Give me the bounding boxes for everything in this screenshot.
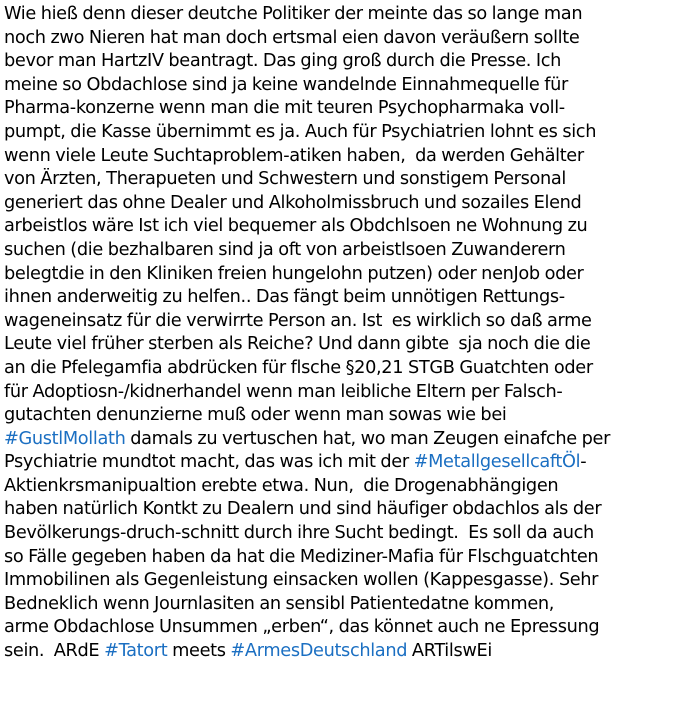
text-line — [4, 639, 692, 663]
text-line — [4, 238, 692, 262]
text-line — [4, 545, 692, 569]
text-line — [4, 120, 692, 144]
text-segment: so Fälle gegeben haben da hat die Mediziner-Mafia für Flschguatchten — [4, 545, 599, 567]
hashtag-link[interactable]: #Tatort — [104, 640, 168, 662]
text-segment: Pharma-konzerne wenn man die mit teuren Psychopharmaka voll- — [4, 97, 565, 119]
text-segment: Psychiatrie mundtot macht, das was ich mit der — [4, 451, 414, 473]
text-segment: - — [580, 451, 587, 473]
text-segment: Wie hieß denn dieser deutche Politiker der meinte das so lange man — [4, 3, 583, 24]
text-segment: wageneinsatz für die verwirrte Person an. Ist es wirklich so daß arme — [4, 309, 592, 331]
text-line — [4, 2, 692, 26]
text-line — [4, 615, 692, 639]
document-body — [4, 2, 694, 663]
text-segment: haben natürlich Kontkt zu Dealern und sind häufiger obdachlos als der — [4, 498, 602, 520]
text-segment: Immobilinen als Gegenleistung einsacken wollen (Kappesgasse). Sehr — [4, 569, 599, 591]
text-line — [4, 356, 692, 380]
text-line — [4, 167, 692, 191]
text-line — [4, 332, 692, 356]
text-segment: pumpt, die Kasse übernimmt es ja. Auch für Psychiatrien lohnt es sich — [4, 120, 597, 142]
text-line — [4, 450, 692, 474]
text-segment: sein. ARdE — [4, 640, 105, 662]
text-segment: belegtdie in den Kliniken freien hungelohn putzen) oder nenJob oder — [4, 262, 584, 284]
text-segment: Leute viel früher sterben als Reiche? Und dann gibte sja noch die die — [4, 333, 591, 355]
text-segment: wenn viele Leute Suchtaproblem-atiken haben, da werden Gehälter — [4, 144, 584, 166]
text-line — [4, 73, 692, 97]
hashtag-link[interactable]: #GustlMollath — [4, 427, 126, 449]
text-segment: Aktienkrsmanipualtion erebte etwa. Nun, die Drogenabhängigen — [4, 474, 559, 496]
text-line — [4, 521, 692, 545]
text-segment: bevor man HartzIV beantragt. Das ging groß durch die Presse. Ich — [4, 50, 561, 72]
text-line — [4, 474, 692, 498]
text-segment: arme Obdachlose Unsummen „erben“, das könnet auch ne Epressung — [4, 616, 600, 638]
text-segment: generiert das ohne Dealer und Alkoholmissbruch und sozailes Elend — [4, 191, 582, 213]
text-segment: noch zwo Nieren hat man doch ertsmal eien davon veräußern sollte — [4, 26, 580, 48]
text-line — [4, 26, 692, 50]
text-segment: arbeistlos wäre Ist ich viel bequemer als Obdchlsoen ne Wohnung zu — [4, 215, 588, 237]
text-line — [4, 592, 692, 616]
text-line — [4, 191, 692, 215]
text-line — [4, 380, 692, 404]
text-line — [4, 427, 692, 451]
text-segment: Bedneklich wenn Journlasiten an sensibl Patientedatne kommen, — [4, 592, 555, 614]
text-line — [4, 568, 692, 592]
hashtag-link[interactable]: #MetallgesellcaftÖl — [413, 451, 581, 473]
text-segment: gutachten denunzierne muß oder wenn man sowas wie bei — [4, 404, 507, 426]
text-line — [4, 144, 692, 168]
hashtag-link[interactable]: #ArmesDeutschland — [230, 640, 408, 662]
text-line — [4, 403, 692, 427]
text-segment: damals zu vertuschen hat, wo man Zeugen einafche per — [125, 427, 611, 449]
text-segment: von Ärzten, Therapueten und Schwestern und sonstigem Personal — [4, 168, 566, 190]
text-segment: Bevölkerungs-druch-schnitt durch ihre Sucht bedingt. Es soll da auch — [4, 522, 594, 544]
text-segment: suchen (die bezhalbaren sind ja oft von arbeistlsoen Zuwanderern — [4, 238, 566, 260]
text-segment: an die Pfelegamfia abdrücken für flsche §20,21 STGB Guatchten oder — [4, 356, 593, 378]
text-line — [4, 309, 692, 333]
text-segment: ihnen anderweitig zu helfen.. Das fängt beim unnötigen Rettungs- — [4, 286, 565, 308]
text-segment: für Adoptiosn-/kidnerhandel wenn man leibliche Eltern per Falsch- — [4, 380, 563, 402]
text-line — [4, 285, 692, 309]
text-line — [4, 214, 692, 238]
text-line — [4, 262, 692, 286]
text-segment: ARTilswEi — [407, 640, 492, 662]
text-line — [4, 497, 692, 521]
text-line — [4, 49, 692, 73]
text-segment: meets — [167, 640, 231, 662]
text-line — [4, 96, 692, 120]
text-segment: meine so Obdachlose sind ja keine wandelnde Einnahmequelle für — [4, 73, 568, 95]
